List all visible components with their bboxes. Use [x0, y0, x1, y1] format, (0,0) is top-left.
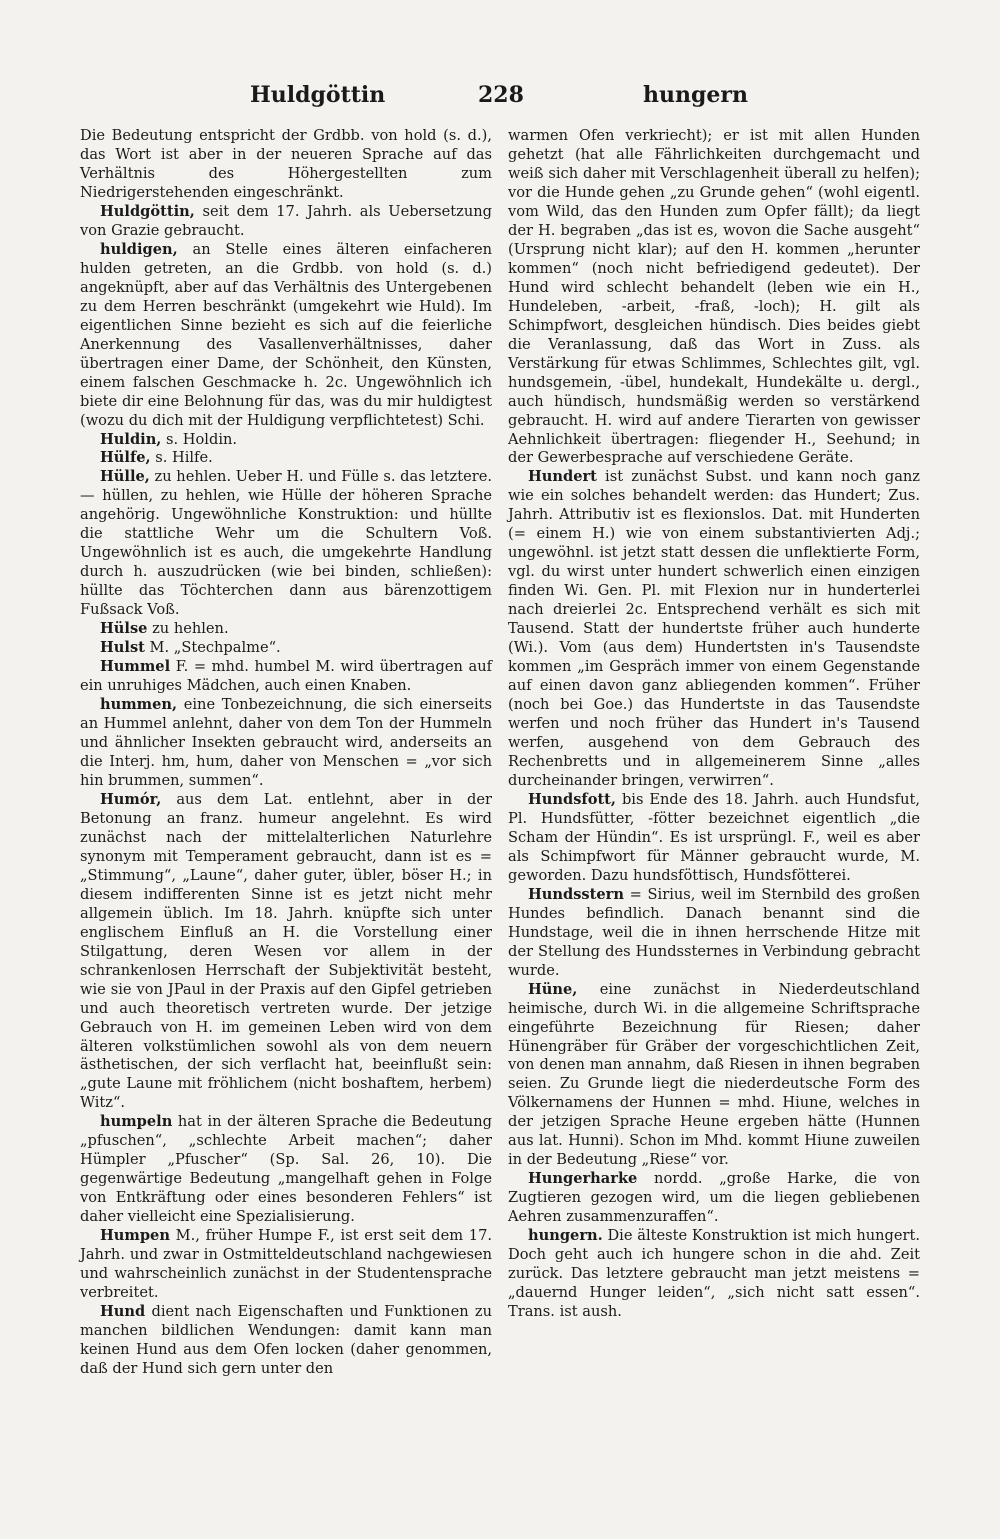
- dictionary-entry: [508, 981, 920, 1171]
- header-right-catchword: hungern: [643, 82, 748, 108]
- entry-text: hat in der älteren Sprache die Bedeutung „pfuschen“, „schlechte Arbeit machen“; daher Hümpler „Pfuscher“ (Sp. Sal. 26, 10). Die gegenwärtige Bedeutung „mangelhaft gehen in Folge von Entkräftung oder eines besonderen Fehlers“ ist daher vielleicht eine Spezialisierung.: [80, 1113, 492, 1226]
- entry-text: Die älteste Konstruktion ist mich hungert. Doch geht auch ich hungere schon in die ahd. Zeit zurück. Das letztere gebraucht man jetzt meistens = „dauernd Hunger leiden“, „sich nicht satt essen“. Trans. ist aush.: [508, 1227, 920, 1321]
- dictionary-entry: [508, 127, 920, 468]
- entry-headword: Huldgöttin,: [100, 202, 195, 220]
- dictionary-entry: [80, 1227, 492, 1303]
- entry-text: warmen Ofen verkriecht); er ist mit allen Hunden gehetzt (hat alle Fährlichkeiten durchgemacht und weiß sich daher mit Verschlagenheit überall zu helfen); vor die Hunde gehen „zu Grunde gehen“ (wohl eigentl. vom Wild, das den Hunden zum Opfer fällt); da liegt der H. begraben „das ist es, wovon die Sache ausgeht“ (Ursprung nicht klar); auf den H. kommen „herunter kommen“ (noch nicht befriedigend gedeutet). Der Hund wird schlecht behandelt (leben wie ein H., Hundeleben, -arbeit, -fraß, -loch); H. gilt als Schimpfwort, desgleichen hündisch. Dies beides giebt die Veranlassung, daß das Wort in Zuss. als Verstärkung für etwas Schlimmes, Schlechtes gilt, vgl. hundsgemein, -übel, hundekalt, Hundekälte u. dergl., auch hündisch, hundsmäßig werden so verstärkend gebraucht. H. wird auf andere Tierarten von gewisser Aehnlichkeit übertragen: fliegender H., Seehund; in der Gewerbesprache auf verschiedene Geräte.: [508, 127, 920, 467]
- entry-headword: Humór,: [100, 790, 162, 808]
- entry-text: zu hehlen.: [147, 620, 229, 638]
- entry-headword: Huldin,: [100, 430, 162, 448]
- entry-text: F. = mhd. humbel M. wird übertragen auf ein unruhiges Mädchen, auch einen Knaben.: [80, 658, 492, 695]
- entry-text: M., früher Humpe F., ist erst seit dem 17. Jahrh. und zwar in Ostmitteldeutschland nachgewiesen und wahrscheinlich zunächst in der Studentensprache verbreitet.: [80, 1227, 492, 1302]
- dictionary-entry: [80, 449, 492, 468]
- entry-headword: Hungerharke: [528, 1170, 638, 1188]
- entry-headword: Hülse: [100, 620, 148, 638]
- dictionary-entry: [80, 203, 492, 241]
- entry-headword: Hundert: [528, 468, 597, 486]
- dictionary-entry: [80, 241, 492, 431]
- dictionary-entry: [80, 658, 492, 696]
- entry-headword: hungern.: [528, 1227, 603, 1245]
- entry-text: s. Holdin.: [161, 430, 238, 448]
- dictionary-entry: [80, 468, 492, 620]
- entry-text: aus dem Lat. entlehnt, aber in der Betonung an franz. humeur angelehnt. Es wird zunächst nach der mittelalterlichen Naturlehre synonym mit Temperament gebraucht, dann ist es = „Stimmung“, „Laune“, daher guter, übler, böser H.; in diesem indifferenten Sinne ist es jetzt nicht mehr allgemein üblich. Im 18. Jahrh. knüpfte sich unter englischem Einfluß an H. die Vorstellung einer Stilgattung, deren Wesen vor allem in der schrankenlosen Herrschaft der Subjektivität besteht, wie sie von JPaul in der Praxis auf den Gipfel getrieben und auch theoretisch vertreten wurde. Der jetzige Gebrauch von H. im gemeinen Leben wird von dem älteren volkstümlichen sowohl als von dem neuern ästhetischen, der sich verflacht hat, beeinflußt sein: „gute Laune mit fröhlichem (nicht boshaftem, herbem) Witz“.: [80, 790, 492, 1112]
- entry-text: s. Hilfe.: [150, 449, 213, 467]
- header-left-catchword: Huldgöttin: [250, 82, 386, 108]
- entry-text: M. „Stechpalme“.: [144, 639, 281, 657]
- entry-headword: humpeln: [100, 1113, 173, 1131]
- entry-text: seit dem 17. Jahrh. als Uebersetzung von Grazie gebraucht.: [80, 202, 492, 239]
- entry-headword: Hundsfott,: [528, 790, 617, 808]
- dictionary-entry: [508, 1170, 920, 1227]
- entry-text: dient nach Eigenschaften und Funktionen zu manchen bildlichen Wendungen: damit kann man keinen Hund aus dem Ofen locken (daher genommen, daß der Hund sich gern unter den: [80, 1303, 492, 1377]
- entry-text: ist zunächst Subst. und kann noch ganz wie ein solches behandelt werden: das Hundert; Zus. Jahrh. Attributiv ist es flexionslos. Dat. mit Hunderten (= einem H.) wie von einem substantivierten Adj.; ungewöhnl. ist jetzt statt dessen die unflektierte Form, vgl. du wirst unter hundert schwerlich einen einzigen finden Wi. Gen. Pl. mit Flexion nur in hunderterlei nach dreierlei 2c. Entsprechend verhält es sich mit Tausend. Statt der hundertste früher auch hunderte (Wi.). Vom (aus dem) Hundertsten in's Tausendste kommen „im Gespräch immer von einem Gegenstande auf einen davon ganz abliegenden kommen“. Früher (noch bei Goe.) das Hundertste in das Tausendste werfen und noch früher das Hundert in's Tausend werfen, ausgehend von dem Gebrauch des Rechenbretts und in allgemeinerem Sinne „alles durcheinander bringen, verwirren“.: [508, 468, 920, 789]
- entry-headword: Hülfe,: [100, 449, 151, 467]
- entry-text: nordd. „große Harke, die von Zugtieren gezogen wird, um die liegen gebliebenen Aehren zusammenzuraffen“.: [508, 1170, 920, 1226]
- entry-text: bis Ende des 18. Jahrh. auch Hundsfut, Pl. Hundsfütter, -fötter bezeichnet eigentlich „die Scham der Hündin“. Es ist ursprüngl. F., weil es aber als Schimpfwort für Männer gebraucht wurde, M. geworden. Dazu hundsföttisch, Hundsfötterei.: [508, 790, 920, 884]
- entry-text: = Sirius, weil im Sternbild des großen Hundes befindlich. Danach benannt sind die Hundstage, weil die in ihnen herrschende Hitze mit der Stellung des Hundssternes in Verbindung gebracht wurde.: [508, 885, 920, 979]
- entry-text: an Stelle eines älteren einfacheren hulden getreten, an die Grdbb. von hold (s. d.) angeknüpft, aber auf das Verhältnis des Untergebenen zu dem Herren beschränkt (umgekehrt wie Huld). Im eigentlichen Sinne bezieht es sich auf die feierliche Anerkennung des Vasallenverhältnisses, daher übertragen einer Dame, der Schönheit, den Künsten, einem falschen Geschmacke h. 2c. Ungewöhnlich ich biete dir eine Belohnung für das, was du mir huldigtest (wozu du dich mit der Huldigung verpflichtetest) Schi.: [80, 240, 492, 429]
- entry-headword: Hund: [100, 1303, 146, 1321]
- dictionary-entry: [80, 127, 492, 203]
- entry-headword: hummen,: [100, 696, 178, 714]
- entry-headword: Hüne,: [528, 980, 578, 998]
- entry-headword: Hummel: [100, 658, 171, 676]
- dictionary-entry: [80, 791, 492, 1113]
- entry-headword: huldigen,: [100, 240, 178, 258]
- entry-headword: Humpen: [100, 1227, 170, 1245]
- dictionary-entry: [80, 431, 492, 450]
- dictionary-entry: [80, 696, 492, 791]
- dictionary-entry: [80, 639, 492, 658]
- entry-text: eine Tonbezeichnung, die sich einerseits an Hummel anlehnt, daher von dem Ton der Hummeln und ähnlicher Insekten gebraucht wird, anderseits an die Interj. hm, hum, daher von Menschen = „vor sich hin brummen, summen“.: [80, 696, 492, 789]
- left-column: [80, 127, 492, 1379]
- dictionary-entry: [508, 468, 920, 790]
- dictionary-entry: [80, 620, 492, 639]
- page-number: 228: [478, 82, 524, 108]
- entry-headword: Hulst: [100, 639, 145, 657]
- dictionary-entry: [508, 791, 920, 886]
- dictionary-entry: [80, 1303, 492, 1379]
- dictionary-entry: [508, 1227, 920, 1322]
- right-column: [508, 127, 920, 1322]
- entry-headword: Hundsstern: [528, 885, 624, 903]
- running-head: [80, 82, 918, 116]
- entry-text: eine zunächst in Niederdeutschland heimische, durch Wi. in die allgemeine Schriftsprache eingeführte Bezeichnung für Riesen; daher Hünengräber für Gräber der vorgeschichtlichen Zeit, von denen man annahm, daß Riesen in ihnen begraben seien. Zu Grunde liegt die niederdeutsche Form des Völkernamens der Hunnen = mhd. Hiune, welches in der jetzigen Sprache Heune ergeben hätte (Hunnen aus lat. Hunni). Schon im Mhd. kommt Hiune zuweilen in der Bedeutung „Riese“ vor.: [508, 980, 920, 1169]
- entry-text: Die Bedeutung entspricht der Grdbb. von hold (s. d.), das Wort ist aber in der neueren Sprache auf das Verhältnis des Höhergestellten zum Niedrigerstehenden eingeschränkt.: [80, 127, 492, 201]
- dictionary-entry: [508, 886, 920, 981]
- dictionary-entry: [80, 1113, 492, 1227]
- entry-text: zu hehlen. Ueber H. und Fülle s. das letztere. — hüllen, zu hehlen, wie Hülle der höheren Sprache angehörig. Ungewöhnliche Konstruktion: und hüllte die stattliche Wehr um die Schultern Voß. Ungewöhnlich ist es auch, die umgekehrte Handlung durch h. auszudrücken (wie bei binden, schließen): hüllte das Töchterchen dann aus bärenzottigem Fußsack Voß.: [80, 468, 492, 619]
- entry-headword: Hülle,: [100, 468, 150, 486]
